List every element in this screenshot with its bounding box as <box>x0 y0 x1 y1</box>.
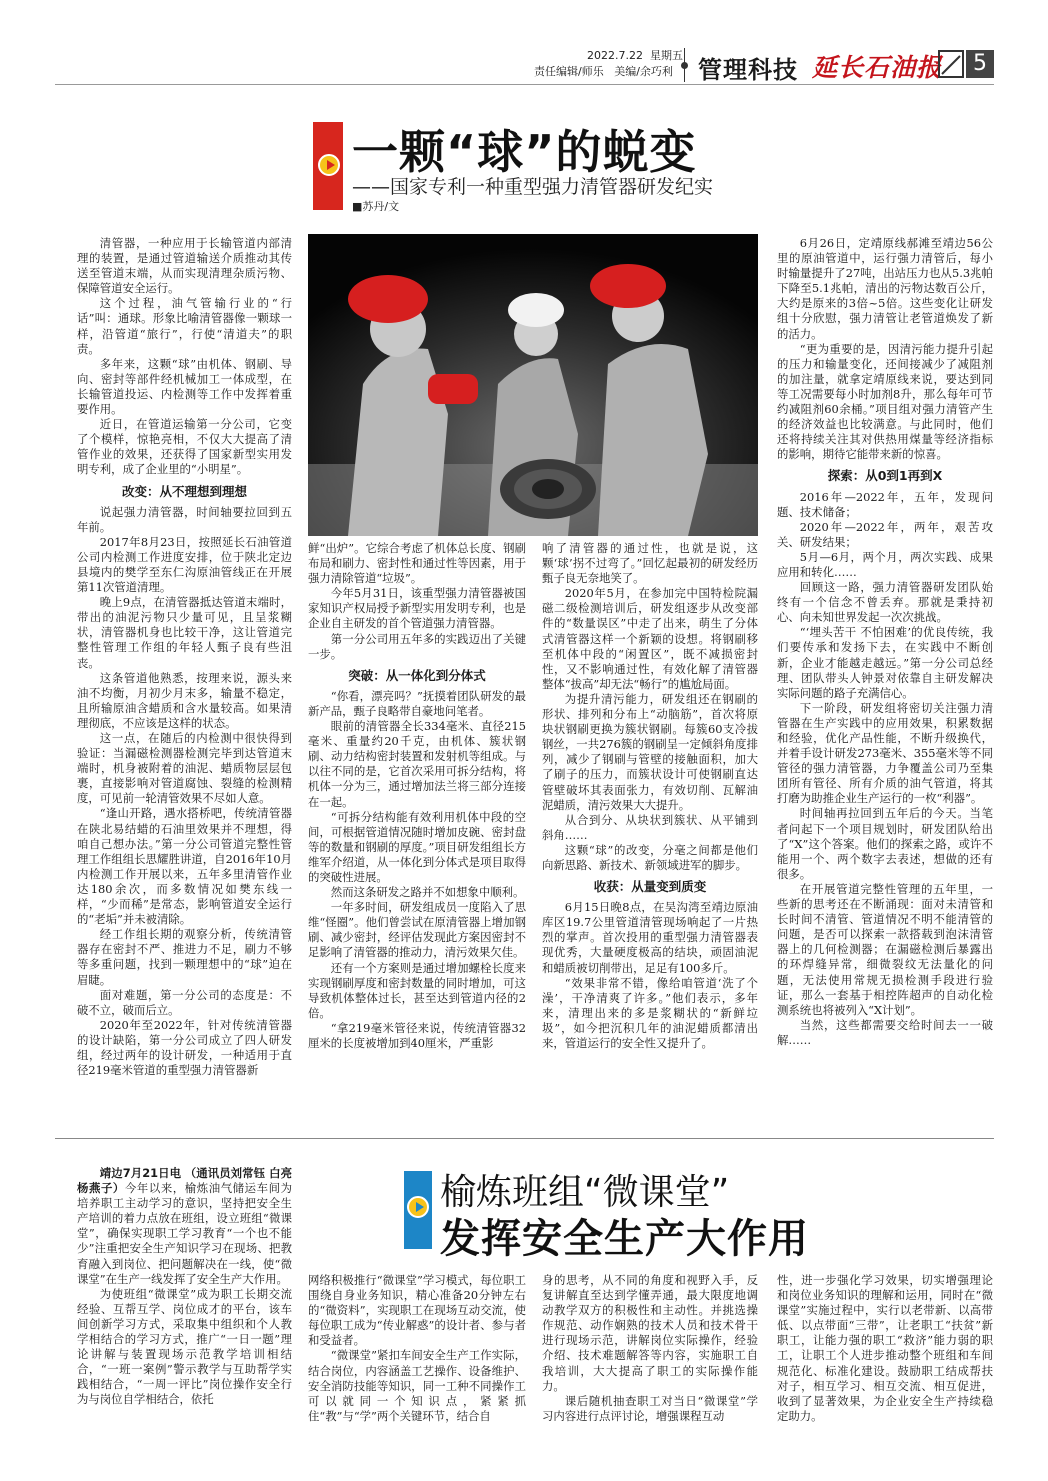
paragraph: 这一点，在随后的内检测中很快得到验证：当漏磁检测器检测完毕到达管道末端时，机身被附着的油泥、蜡质物层层包裹，直接影响对管道腐蚀、裂缝的检测精度，可见前一轮清管效果不尽如人意。 <box>77 731 292 806</box>
article2-column-1 <box>77 1166 292 1408</box>
paragraph: 6月26日，定靖原线郝滩至靖边56公里的原油管道中，运行强力清管后，每小时输量提升了27吨，出站压力也从5.3兆帕下降至5.1兆帕，清出的污物达数百公斤，大约是原来的3倍~5倍。这些变化让研发组十分欣慰，强力清管让老管道焕发了新的活力。 <box>777 236 993 341</box>
date: 2022.7.22 <box>587 49 643 62</box>
paragraph: 2016年—2022年，五年，发现问题、技术储备； <box>777 489 993 519</box>
article-byline: ■苏丹/文 <box>352 200 400 213</box>
paragraph: 第一分公司用五年多的实践迈出了关键一步。 <box>308 631 526 661</box>
paragraph: 性，进一步强化学习效果，切实增强理论和岗位业务知识的理解和运用，同时在“微课堂”实施过程中，实行以老带新、以高带低、以点带面“三带”，让老职工“扶贫”新职工，让能力强的职工“救济”能力弱的职工，让职工个人进步推动整个班组和车间规范化、标准化建设。鼓励职工结成帮扶对子，相互学习、相互交流、相互促进，收到了显著效果，为企业安全生产持续稳定助力。 <box>777 1273 993 1423</box>
section-heading: 突破：从一体化到分体式 <box>348 667 486 683</box>
paragraph: 说起强力清管器，时间轴要拉回到五年前。 <box>77 504 292 534</box>
page-corner-icon <box>938 50 964 78</box>
header-rule <box>55 84 994 85</box>
paragraph: 从合到分、从块状到簇状、从平铺到斜角…… <box>542 812 758 842</box>
section-name: 管理科技 <box>698 56 798 84</box>
paragraph: “微课堂”紧扣车间安全生产工作实际，结合岗位，内容涵盖工艺操作、设备维护、安全消防技能等知识，同一工种不同操作工可以就同一个知识点，紧紧抓住“教”与“学”两个关键环节，结合自 <box>308 1348 526 1423</box>
designer: 美编/余巧利 <box>614 65 673 78</box>
paragraph: 眼前的清管器全长334毫米、直径215毫米、重量约20千克，由机体、簇状钢刷、动力结构密封装置和发射机等组成。与以往不同的是，它首次采用可拆分结构，将机体一分为三，通过增加法兰将三部分连接在一起。 <box>308 719 526 809</box>
article1-column-2 <box>308 541 526 1051</box>
paragraph: “更为重要的是，因清污能力提升引起的压力和输量变化，还间接减少了减阻剂的加注量，就拿定靖原线来说，要达到同等工况需要每小时加剂8升，那么每年可节约减阻剂60余桶。”项目组对强力清管产生的经济效益也比较满意。与此同时，他们还将持续关注其对供热用煤量等经济指标的影响，期待它能带来新的惊喜。 <box>777 341 993 462</box>
article1-column-4 <box>777 236 993 1048</box>
dateline: 靖边7月21日电 <box>99 1166 182 1180</box>
paragraph: 2020年至2022年，针对传统清管器的设计缺陷，第一分公司成立了四人研发组，经过两年的设计研发，一种适用于直径219毫米管道的重型强力清管器新 <box>77 1017 292 1078</box>
issue-date <box>587 48 683 64</box>
article2-title-line2: 发挥安全生产大作用 <box>440 1216 809 1262</box>
paragraph: 6月15日晚8点，在吴沟湾至靖边原油库区19.7公里管道清管现场响起了一片热烈的掌声。首次投用的重型强力清管器表现优秀，大量硬度极高的结块，顽固油泥和蜡质被切削带出，足足有100多斤。 <box>542 900 758 975</box>
paragraph: 经工作组长期的观察分析，传统清管器存在密封不严、推进力不足，刷力不够等多重问题，找到一颗理想中的“球”迫在眉睫。 <box>77 927 292 987</box>
paragraph: 2020年—2022年，两年，艰苦攻关、研发结果； <box>777 519 993 549</box>
article2-column-4 <box>777 1273 993 1424</box>
article2-column-2 <box>308 1273 526 1424</box>
paragraph: 还有一个方案则是通过增加螺栓长度来实现钢刷厚度和密封数量的同时增加，可这导致机体整体过长，甚至达到管道内径的2倍。 <box>308 960 526 1020</box>
masthead: 延长石油报 <box>812 53 943 82</box>
paragraph: 2017年8月23日，按照延长石油管道公司内检测工作进度安排，位于陕北定边县境内的樊学至东仁沟原油管线正在开展第11次管道清理。 <box>77 534 292 595</box>
article1-column-1 <box>77 236 292 1078</box>
header-divider-dot <box>681 62 688 69</box>
paragraph: 课后随机抽查职工对当日“微课堂”学习内容进行点评讨论，增强课程互动 <box>542 1393 758 1423</box>
paragraph: “你看，漂亮吗？”抚摸着团队研发的最新产品，甄子良略带自豪地问笔者。 <box>308 688 526 718</box>
section-heading: 探索：从0到1再到X <box>827 468 943 484</box>
paragraph: 然而这条研发之路并不如想象中顺利。 <box>330 885 525 900</box>
article-title: 一颗“球”的蜕变 <box>352 125 697 179</box>
paragraph: 近日，在管道运输第一分公司，它变了个模样，惊艳亮相，不仅大大提高了清管作业的效果，还获得了国家新型实用发明专利，成了企业里的“小明星”。 <box>77 417 292 477</box>
paragraph: 清管器，一种应用于长输管道内部清理的装置，是通过管道输送介质推动其传送至管道末端，从而实现清理杂质污物、保障管道安全运行。 <box>77 236 292 296</box>
paragraph: 为提升清污能力，研发组还在钢刷的形状、排列和分布上“动脑筋”，首次将原块状钢刷更换为簇状钢刷。每簇60支冷拔钢丝，一共276簇的钢刷呈一定倾斜角度排列，减少了钢刷与管壁的接触面积，加大了刷子的压力，而簇状设计可使钢刷直达管壁破坏其表面张力，有效切削、瓦解油泥蜡质，清污效果大大提升。 <box>542 691 758 812</box>
paragraph: 面对难题，第一分公司的态度是：不破不立，破而后立。 <box>77 987 292 1017</box>
play-icon <box>407 1196 429 1218</box>
paragraph: 鲜“出炉”。它综合考虑了机体总长度、钢刷布局和刷力、密封性和通过性等因素，用于强力清除管道“垃圾”。 <box>308 541 526 586</box>
paragraph: 网络积极推行“微课堂”学习模式，每位职工围绕自身业务知识，精心准备20分钟左右的“微资料”，实现职工在现场互动交流，使每位职工成为“传业解惑”的设计者、参与者和受益者。 <box>308 1273 526 1348</box>
paragraph: “‘埋头苦干 不怕困难’的优良传统，我们要传承和发扬下去，在实践中不断创新，企业才能越走越远。”第一分公司总经理、团队带头人钟景对依靠自主研发解决实际问题的路子充满信心。 <box>777 625 993 700</box>
article-divider <box>55 1138 994 1139</box>
paragraph: 当然，这些都需要交给时间去一一破解…… <box>777 1017 993 1047</box>
paragraph: 2020年5月，在参加完中国特检院漏磁二级检测培训后，研发组逐步从改变部件的“数量误区”中走了出来，萌生了分体式清管器这样一个新颖的设想。将钢刷移至机体中段的“闲置区”，既不减损密封性，又不影响通过性，有效化解了清管器整体“拔高”却无法“畅行”的尴尬局面。 <box>542 586 758 691</box>
paragraph: 一年多时间，研发组成员一度陷入了思维“怪圈”。他们曾尝试在原清管器上增加钢刷、减少密封，经评估发现此方案因密封不足影响了清管器的推动力，清污效果欠佳。 <box>308 900 526 960</box>
paragraph: 身的思考，从不同的角度和视野入手，反复讲解直至达到学懂弄通，最大限度地调动教学双方的积极性和主动性。并挑选操作规范、动作娴熟的技术人员和技术骨干进行现场示范，讲解岗位实际操作，经验介绍、技术难题解答等内容，实施职工自我培训，大大提高了职工的实际操作能力。 <box>542 1273 758 1393</box>
reporters: （通讯员刘常钰 白亮 杨燕子） <box>77 1166 292 1196</box>
paragraph: “拿219毫米管径来说，传统清管器32厘米的长度被增加到40厘米，严重影 <box>308 1020 526 1050</box>
editor: 责任编辑/师乐 <box>534 65 604 78</box>
article1-column-3 <box>542 541 758 1051</box>
editors <box>534 63 673 79</box>
section-heading: 收获：从量变到质变 <box>593 879 707 895</box>
lead-text: 今年以来，榆炼油气储运车间为培养职工主动学习的意识，坚持把安全生产培训的着力点放在班组，设立班组“微课堂”，确保实现职工学习教育“一个也不能少”注重把安全生产知识学习在现场、把教育融入到岗位、把问题解决在一线，使“微课堂”在生产一线发挥了安全生产大作用。 <box>77 1181 292 1286</box>
paragraph: 响了清管器的通过性，也就是说，这颗‘球’拐不过弯了。”回忆起最初的研发经历甄子良无奈地笑了。 <box>542 541 758 586</box>
weekday: 星期五 <box>650 49 683 62</box>
paragraph: 多年来，这颗“球”由机体、钢刷、导向、密封等部件经机械加工一体成型，在长输管道投运、内检测等工作中发挥着重要作用。 <box>77 356 292 417</box>
paragraph: 今年5月31日，该重型强力清管器被国家知识产权局授予新型实用发明专利，也是企业自主研发的首个管道强力清管器。 <box>308 586 526 631</box>
paragraph: 5月—6月，两个月，两次实践、成果应用和转化…… <box>777 549 993 579</box>
paragraph: 这个过程，油气管输行业的“行话”叫：通球。形象比喻清管器像一颗球一样，沿管道“旅行”，行使“清道夫”的职责。 <box>77 296 292 356</box>
paragraph <box>77 1166 292 1287</box>
paragraph: 这条管道他熟悉，按理来说，源头来油不均衡，月初少月末多，输量不稳定，且所输原油含蜡质和含水量较高。如果清理彻底，不应该是这样的状态。 <box>77 670 292 730</box>
article2-column-3 <box>542 1273 758 1424</box>
paragraph: “效果非常不错，像给咱管道‘洗了个澡’，干净清爽了许多。”他们表示，多年来，清理出来的多是浆糊状的“新鲜垃圾”，如今把沉积几年的油泥蜡质都清出来，管道运行的安全性又提升了。 <box>542 975 758 1050</box>
article2-title-line1: 榆炼班组“微课堂” <box>440 1172 730 1213</box>
paragraph: 在开展管道完整性管理的五年里，一些新的思考还在不断涌现：面对未清管和长时间不清管、管道情况不明不能清管的问题，是否可以探索一款搭载到泡沫清管器上的几何检测器；在漏磁检测后暴露出的环焊缝异常，细微裂纹无法量化的问题，无法使用常规无损检测手段进行验证，那么一套基于相控阵超声的自动化检测系统也将被列入“X计划”。 <box>777 881 993 1017</box>
paragraph: “逢山开路，遇水搭桥吧，传统清管器在陕北易结蜡的石油里效果并不理想，得咱自己想办法。”第一分公司管道完整性管理工作组组长思耀胜讲道，自2016年10月内检测工作开展以来，五年多里清管作业达180余次，而多数情况如樊东线一样，“少而稀”是常态，影响管道安全运行的“老垢”并未被清除。 <box>77 806 292 927</box>
paragraph: 为使班组“微课堂”成为职工长期交流经验、互帮互学、岗位成才的平台，该车间创新学习方式，采取集中组织和个人教学相结合的学习方式，推广“一日一题”理论讲解与装置现场示范教学培训相结合，“一班一案例”警示教学与互助帮学实践相结合，“一周一评比”岗位操作安全行为与岗位自学相结合，依托 <box>77 1286 292 1407</box>
section-heading: 改变：从不理想到理想 <box>121 483 247 499</box>
play-icon <box>318 154 340 176</box>
page-number: 5 <box>966 50 994 78</box>
paragraph: 这颗“球”的改变，分毫之间都是他们向新思路、新技术、新领域进军的脚步。 <box>542 842 758 872</box>
paragraph: “可拆分结构能有效利用机体中段的空间，可根据管道情况随时增加皮碗、密封盘等的数量和钢刷的厚度。”项目研发组组长方维军介绍道，从一体化到分体式是项目取得的突破性进展。 <box>308 809 526 884</box>
paragraph: 下一阶段，研发组将密切关注强力清管器在生产实践中的应用效果，积累数据和经验，优化产品性能，不断升级换代，并着手设计研发273毫米、355毫米等不同管径的强力清管器，力争覆盖公司乃至集团所有管径、所有介质的油气管道，将其打磨为助推企业生产运行的一枚“利器”。 <box>777 700 993 806</box>
paragraph: 晚上9点，在清管器抵达管道末端时，带出的油泥污物只少量可见，且呈浆糊状，清管器机身也比较干净，这让管道完整性管理工作组的年轻人甄子良有些沮丧。 <box>77 595 292 670</box>
paragraph: 时间轴再拉回到五年后的今天。当笔者问起下一个项目规划时，研发团队给出了“X”这个答案。他们的探索之路，或许不能用一个、两个数字去表述，想做的还有很多。 <box>777 806 993 881</box>
article-subtitle: ——国家专利一种重型强力清管器研发纪实 <box>352 176 714 198</box>
paragraph: 回顾这一路，强力清管器研发团队始终有一个信念不曾丢弃。那就是秉持初心、向未知世界发起一次次挑战。 <box>777 580 993 625</box>
article-photo <box>308 234 758 536</box>
